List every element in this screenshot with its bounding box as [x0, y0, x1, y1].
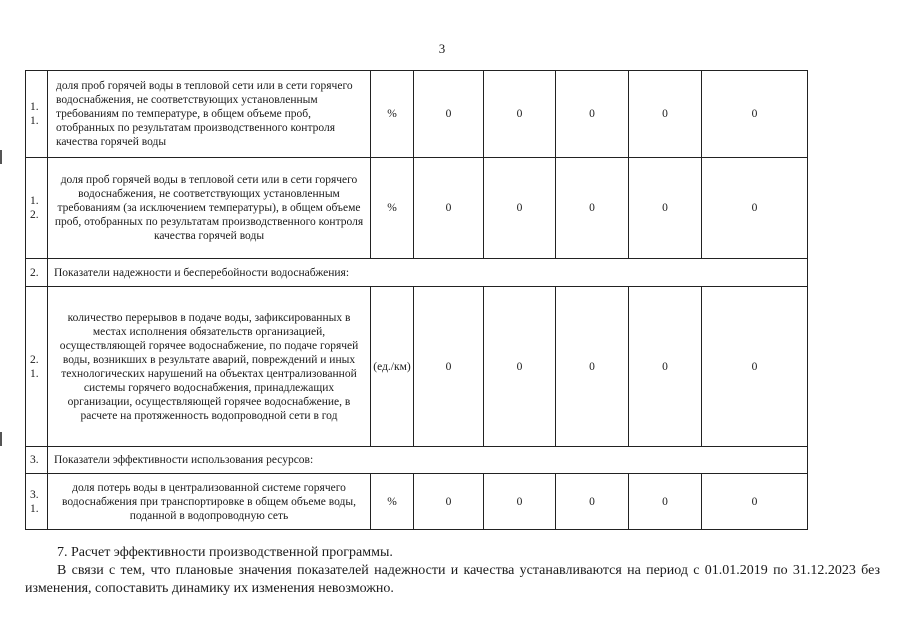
value-cell: 0 [702, 474, 808, 530]
value-cell: 0 [702, 158, 808, 259]
row-number: 2. 1. [26, 287, 48, 447]
section-number: 2. [26, 259, 48, 287]
value-cell: 0 [484, 158, 556, 259]
value-cell: 0 [556, 474, 629, 530]
table-row [26, 71, 808, 158]
unit-cell: (ед./км) [371, 287, 414, 447]
value-cell: 0 [702, 71, 808, 158]
table-row [26, 287, 808, 447]
row-number: 1. 1. [26, 71, 48, 158]
table-row [26, 474, 808, 530]
unit-cell: % [371, 474, 414, 530]
indicator-description: количество перерывов в подаче воды, зафиксированных в местах исполнения обязательств организацией, осуществляющей горячее водоснабжение, по подаче горячей воды, возникших в результате аварий, повреждений и иных технологических нарушений на объектах централизованной системы горячего водоснабжения, принадлежащих организации, осуществляющей горячее водоснабжение, в расчете на протяженность водопроводной сети в год [48, 287, 371, 447]
value-cell: 0 [484, 474, 556, 530]
section-number: 3. [26, 447, 48, 474]
section-row [26, 447, 808, 474]
value-cell: 0 [414, 287, 484, 447]
value-cell: 0 [629, 474, 702, 530]
indicator-description: доля проб горячей воды в тепловой сети или в сети горячего водоснабжения, не соответствующих установленным требованиям (за исключением температуры), в общем объеме проб, отобранных по результатам производственного контроля качества горячей воды [48, 158, 371, 259]
indicator-description: доля проб горячей воды в тепловой сети или в сети горячего водоснабжения, не соответствующих установленным требованиям по температуре, в общем объеме проб, отобранных по результатам производственного контроля качества горячей воды [48, 71, 371, 158]
scan-edge-mark [0, 150, 2, 164]
value-cell: 0 [629, 71, 702, 158]
section-7-paragraph: В связи с тем, что плановые значения показателей надежности и качества устанавливаются на период с 01.01.2019 по 31.12.2023 без изменения, сопоставить динамику их изменения невозможно. [25, 563, 880, 596]
scan-edge-mark [0, 432, 2, 446]
page-number: 3 [438, 41, 446, 56]
row-number: 1. 2. [26, 158, 48, 259]
value-cell: 0 [414, 158, 484, 259]
unit-cell: % [371, 158, 414, 259]
table-row [26, 158, 808, 259]
value-cell: 0 [556, 158, 629, 259]
value-cell: 0 [702, 287, 808, 447]
section-7-heading: 7. Расчет эффективности производственной программы. [57, 545, 393, 560]
value-cell: 0 [556, 71, 629, 158]
value-cell: 0 [629, 158, 702, 259]
value-cell: 0 [414, 474, 484, 530]
unit-cell: % [371, 71, 414, 158]
value-cell: 0 [484, 287, 556, 447]
row-number: 3. 1. [26, 474, 48, 530]
value-cell: 0 [484, 71, 556, 158]
indicator-description: доля потерь воды в централизованной системе горячего водоснабжения при транспортировке в общем объеме воды, поданной в водопроводную сеть [48, 474, 371, 530]
section-title: Показатели эффективности использования ресурсов: [48, 447, 808, 474]
section-title: Показатели надежности и бесперебойности водоснабжения: [48, 259, 808, 287]
value-cell: 0 [414, 71, 484, 158]
section-row [26, 259, 808, 287]
value-cell: 0 [629, 287, 702, 447]
value-cell: 0 [556, 287, 629, 447]
indicators-table [25, 70, 808, 530]
